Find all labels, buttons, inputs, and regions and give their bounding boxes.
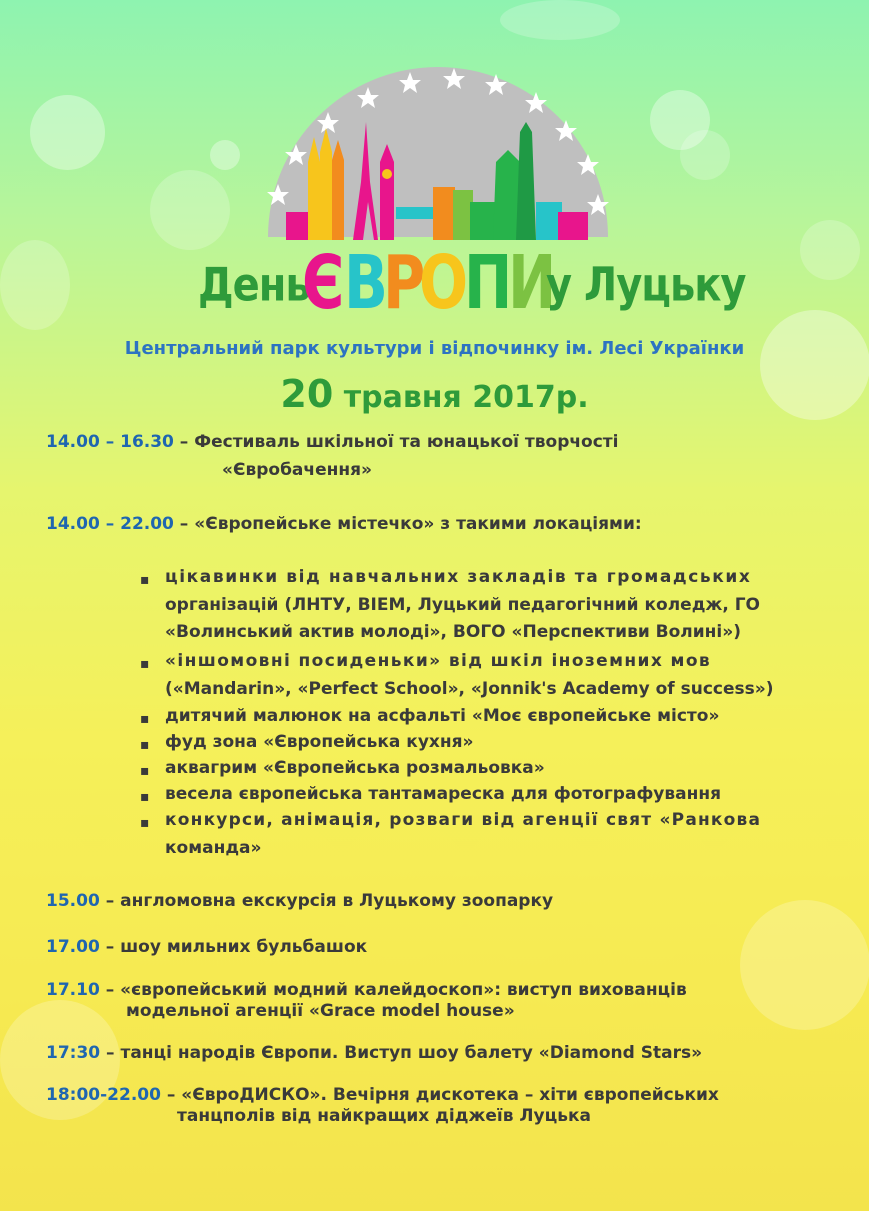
bokeh-decor — [30, 95, 105, 170]
title-europe-letter: Р — [382, 240, 421, 326]
program-text-cont: «Євробачення» — [222, 460, 372, 480]
title-europe-letter: И — [507, 240, 552, 326]
bullet-icon: ▪ — [140, 763, 150, 779]
bullet-icon: ▪ — [140, 572, 150, 588]
europe-skyline-illustration — [258, 62, 618, 242]
venue-text: Центральний парк культури і відпочинку ім. Лесі Українки — [124, 338, 745, 359]
date-rest: травня 2017р. — [333, 380, 589, 415]
bokeh-decor — [210, 140, 240, 170]
title-europe-letter: В — [344, 240, 384, 326]
bullet-icon: ▪ — [140, 737, 150, 753]
program-item: 14.00 – 16.30 – Фестиваль шкільної та юнацької творчості — [46, 432, 619, 452]
bokeh-decor — [680, 130, 730, 180]
program-item: 14.00 – 22.00 – «Європейське містечко» з такими локаціями: — [46, 514, 642, 534]
program-time: 14.00 – 22.00 — [46, 514, 174, 534]
location-line: конкурси, анімація, розваги від агенції свят «Ранкова — [165, 810, 762, 830]
location-line: команда» — [165, 838, 262, 858]
program-item: 17.00 – шоу мильних бульбашок — [46, 937, 368, 957]
bullet-icon: ▪ — [140, 815, 150, 831]
program-text: шоу мильних бульбашок — [120, 937, 368, 957]
program-item: 17:30 – танці народів Європи. Виступ шоу балету «Diamond Stars» — [46, 1043, 703, 1063]
title-europe-letter: П — [463, 240, 508, 326]
title-word-day: День — [198, 259, 310, 312]
program-text-cont: модельної агенції «Grace model house» — [126, 1001, 515, 1021]
program-text: «ЄвроДИСКО». Вечірня дискотека – хіти європейських — [181, 1085, 719, 1105]
program-time: 15.00 — [46, 891, 100, 911]
location-line: фуд зона «Європейська кухня» — [165, 732, 474, 752]
location-line: («Mandarin», «Perfect School», «Jonnik's Academy of success») — [165, 679, 774, 699]
bullet-icon: ▪ — [140, 711, 150, 727]
location-line: аквагрим «Європейська розмальовка» — [165, 758, 545, 778]
event-title — [0, 238, 869, 328]
location-line: весела європейська тантамареска для фотографування — [165, 784, 722, 804]
program-text: «європейський модний калейдоскоп»: виступ вихованців — [120, 980, 687, 1000]
program-time: 14.00 – 16.30 — [46, 432, 174, 452]
program-text: «Європейське містечко» з такими локаціями: — [194, 514, 642, 534]
program-text: англомовна екскурсія в Луцькому зоопарку — [120, 891, 554, 911]
program-time: 17.00 — [46, 937, 100, 957]
title-europe-word — [302, 238, 552, 328]
bullet-icon: ▪ — [140, 656, 150, 672]
bokeh-decor — [500, 0, 620, 40]
program-time: 17:30 — [46, 1043, 101, 1063]
title-europe-letter: Є — [302, 240, 340, 326]
program-item: 17.10 – «європейський модний калейдоскоп»: виступ вихованців — [46, 980, 687, 1000]
program-item: 18:00-22.00 – «ЄвроДИСКО». Вечірня дискотека – хіти європейських — [46, 1085, 719, 1105]
location-line: цікавинки від навчальних закладів та громадських — [165, 567, 752, 587]
location-line: «іншомовні посиденьки» від шкіл іноземних мов — [165, 651, 712, 671]
program-text: Фестиваль шкільної та юнацької творчості — [194, 432, 619, 452]
location-line: організацій (ЛНТУ, ВІЕМ, Луцький педагогічний коледж, ГО — [165, 595, 761, 615]
title-europe-letter: О — [418, 240, 464, 326]
program-time: 18:00-22.00 — [46, 1085, 161, 1105]
event-date — [0, 372, 869, 416]
bottom-border — [0, 1211, 869, 1227]
program-text: танці народів Європи. Виступ шоу балету «Diamond Stars» — [120, 1043, 703, 1063]
date-day: 20 — [280, 372, 334, 416]
program-time: 17.10 — [46, 980, 100, 1000]
title-word-in-lutsk: у Луцьку — [546, 259, 746, 312]
location-line: «Волинський актив молоді», ВОГО «Перспективи Волині») — [165, 622, 741, 642]
bokeh-decor — [740, 900, 869, 1030]
location-line: дитячий малюнок на асфальті «Моє європейське місто» — [165, 706, 720, 726]
bullet-icon: ▪ — [140, 789, 150, 805]
program-text-cont: танцполів від найкращих діджеїв Луцька — [177, 1106, 591, 1126]
program-item: 15.00 – англомовна екскурсія в Луцькому зоопарку — [46, 891, 554, 911]
